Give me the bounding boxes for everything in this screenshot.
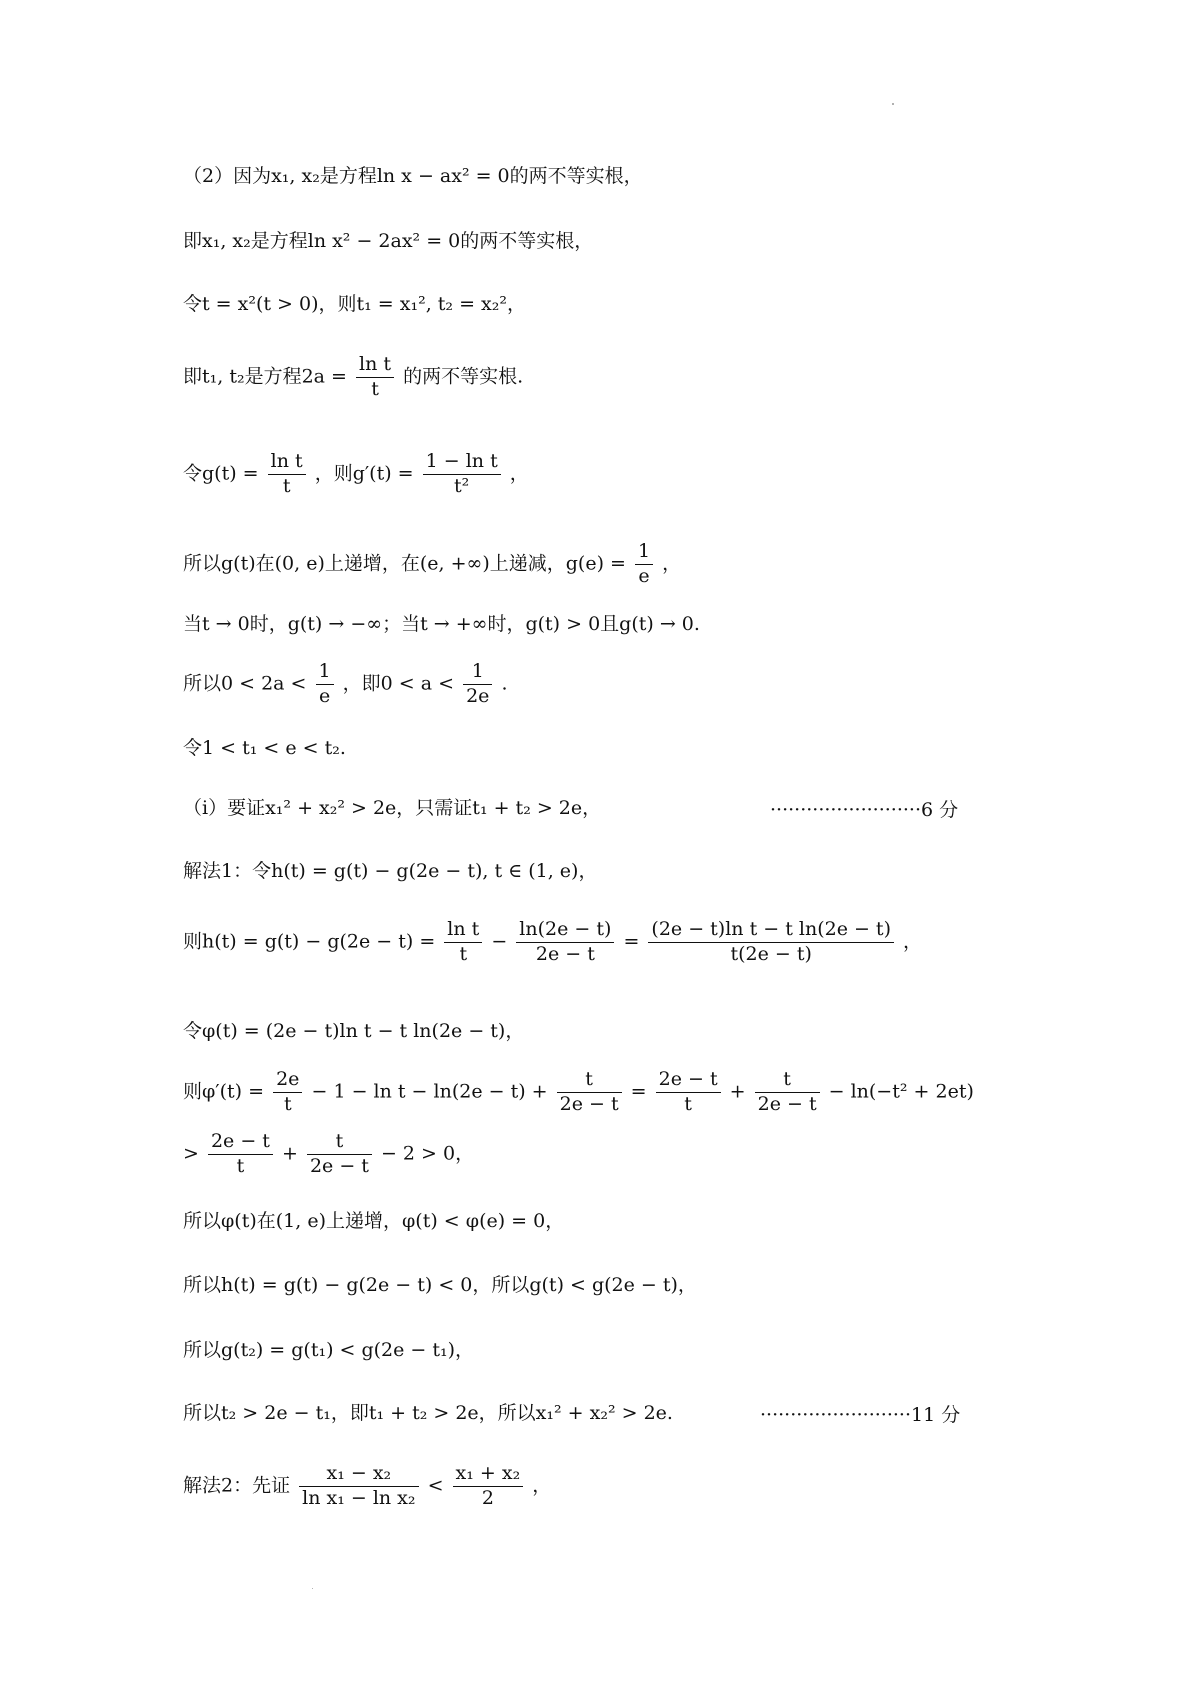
fraction	[648, 918, 894, 967]
line-text: +	[729, 1080, 746, 1103]
line-text: >	[183, 1142, 199, 1165]
text-line	[183, 1272, 1010, 1299]
fraction	[444, 918, 482, 967]
text-line	[183, 1018, 1010, 1045]
denominator: t(2e − t)	[730, 942, 812, 965]
line-text: ，	[903, 930, 923, 953]
denominator: t	[236, 1154, 245, 1177]
numerator: ln t	[268, 450, 306, 475]
line-text: +	[281, 1142, 298, 1165]
text-line	[183, 918, 1010, 967]
fraction	[423, 450, 501, 499]
line-text: 所以t₂ > 2e − t₁，即t₁ + t₂ > 2e，所以x₁² + x₂² > 2e.	[183, 1402, 673, 1424]
numerator: 2e − t	[656, 1068, 721, 1093]
fraction	[635, 540, 653, 589]
numerator: 2e	[273, 1068, 302, 1093]
numerator: (2e − t)ln t − t ln(2e − t)	[648, 918, 894, 943]
fraction	[307, 1130, 372, 1179]
text-line	[183, 1068, 1010, 1117]
line-text: .	[501, 672, 508, 695]
line-text: 解法2：先证	[183, 1474, 291, 1497]
fraction	[453, 1462, 524, 1511]
line-text: ，	[509, 462, 529, 485]
fraction	[273, 1068, 302, 1117]
fraction	[316, 660, 334, 709]
numerator: 1	[463, 660, 492, 685]
line-text: 的两不等实根.	[403, 365, 524, 388]
scan-speck	[312, 1588, 313, 1589]
numerator: 1	[316, 660, 334, 685]
line-text: − 2 > 0，	[380, 1142, 475, 1165]
denominator: e	[318, 684, 331, 707]
text-line	[183, 735, 1010, 762]
text-line	[183, 540, 1010, 589]
text-line	[183, 1462, 1010, 1511]
text-line	[183, 353, 1010, 402]
fraction	[656, 1068, 721, 1117]
line-text: <	[427, 1474, 444, 1497]
text-line	[183, 163, 1010, 190]
numerator: 2e − t	[208, 1130, 273, 1155]
numerator: t	[307, 1130, 372, 1155]
line-text: 所以g(t)在(0, e)上递增，在(e, +∞)上递减，g(e) =	[183, 552, 626, 575]
text-line	[183, 858, 1010, 885]
numerator: 1 − ln t	[423, 450, 501, 475]
numerator: x₁ − x₂	[299, 1462, 418, 1487]
line-text: −	[491, 930, 508, 953]
numerator: ln t	[356, 353, 394, 378]
score-mark	[760, 1400, 960, 1427]
denominator: 2e − t	[309, 1154, 369, 1177]
denominator: t²	[454, 474, 470, 497]
numerator: t	[755, 1068, 820, 1093]
fraction	[356, 353, 394, 402]
line-text: 所以h(t) = g(t) − g(2e − t) < 0，所以g(t) < g(2e − t)，	[183, 1274, 697, 1296]
denominator: t	[684, 1092, 692, 1115]
denominator: t	[371, 377, 379, 400]
text-line	[183, 660, 1010, 709]
denominator: 2e	[466, 684, 490, 707]
line-text: 即x₁, x₂是方程ln x² − 2ax² = 0的两不等实根，	[183, 230, 594, 252]
line-text: ，	[532, 1474, 552, 1497]
numerator: ln(2e − t)	[516, 918, 614, 943]
line-text: 即t₁, t₂是方程2a =	[183, 365, 347, 388]
fraction	[299, 1462, 418, 1511]
text-line	[183, 450, 1010, 499]
denominator: t	[282, 474, 291, 497]
line-text: （ⅰ）要证x₁² + x₂² > 2e，只需证t₁ + t₂ > 2e，	[183, 797, 602, 819]
line-text: 令1 < t₁ < e < t₂.	[183, 737, 346, 759]
line-text: 令g(t) =	[183, 462, 259, 485]
fraction	[755, 1068, 820, 1117]
line-text: ，则g′(t) =	[314, 462, 414, 485]
fraction	[268, 450, 306, 499]
line-text: =	[623, 930, 640, 953]
numerator: t	[557, 1068, 622, 1093]
score-text: ·························11 分	[760, 1404, 961, 1426]
line-text: （2）因为x₁, x₂是方程ln x − ax² = 0的两不等实根，	[183, 165, 643, 187]
denominator: t	[283, 1092, 292, 1115]
numerator: 1	[635, 540, 653, 565]
text-line	[183, 1337, 1010, 1364]
fraction	[516, 918, 614, 967]
line-text: 令t = x²(t > 0)，则t₁ = x₁², t₂ = x₂²，	[183, 293, 526, 315]
numerator: ln t	[444, 918, 482, 943]
fraction	[208, 1130, 273, 1179]
scan-speck	[892, 103, 894, 105]
line-text: 所以g(t₂) = g(t₁) < g(2e − t₁)，	[183, 1339, 475, 1361]
text-line	[183, 291, 1010, 318]
denominator: e	[638, 564, 650, 587]
score-mark	[770, 795, 958, 822]
numerator: x₁ + x₂	[453, 1462, 524, 1487]
text-line	[183, 228, 1010, 255]
line-text: ，	[662, 552, 682, 575]
denominator: ln x₁ − ln x₂	[302, 1486, 416, 1509]
denominator: 2e − t	[535, 942, 595, 965]
denominator: 2e − t	[757, 1092, 817, 1115]
text-line	[183, 1208, 1010, 1235]
text-line	[183, 611, 1010, 638]
line-text: 则φ′(t) =	[183, 1080, 265, 1103]
denominator: t	[459, 942, 468, 965]
line-text: 令φ(t) = (2e − t)ln t − t ln(2e − t)，	[183, 1020, 525, 1042]
score-text: ·························6 分	[770, 799, 959, 821]
line-text: =	[630, 1080, 647, 1103]
line-text: 解法1：令h(t) = g(t) − g(2e − t), t ∈ (1, e)，	[183, 860, 598, 882]
line-text: − 1 − ln t − ln(2e − t) +	[311, 1080, 548, 1103]
line-text: 所以φ(t)在(1, e)上递增，φ(t) < φ(e) = 0，	[183, 1210, 565, 1232]
line-text: − ln(−t² + 2et)	[828, 1080, 974, 1103]
line-text: 当t → 0时，g(t) → −∞；当t → +∞时，g(t) > 0且g(t) → 0.	[183, 613, 700, 635]
text-line	[183, 1130, 1010, 1179]
denominator: 2	[481, 1486, 494, 1509]
fraction	[557, 1068, 622, 1117]
line-text: 所以0 < 2a <	[183, 672, 307, 695]
line-text: ，即0 < a <	[342, 672, 455, 695]
line-text: 则h(t) = g(t) − g(2e − t) =	[183, 930, 436, 953]
denominator: 2e − t	[559, 1092, 619, 1115]
fraction	[463, 660, 492, 709]
